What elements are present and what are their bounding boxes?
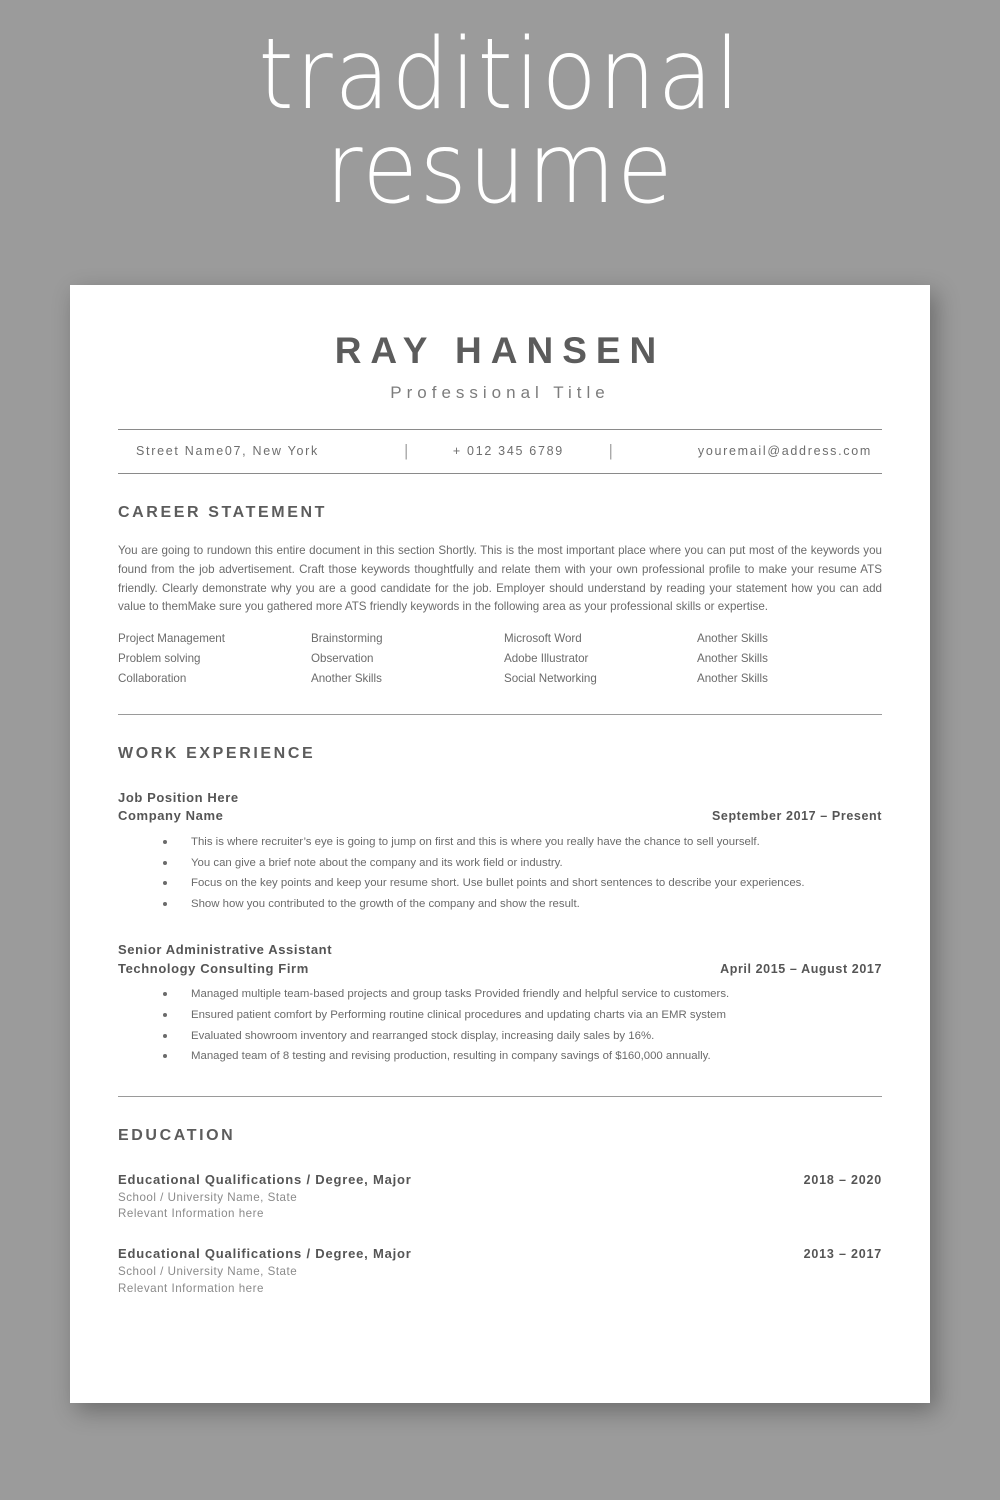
skill-item: Project Management (118, 632, 225, 646)
career-statement-text: You are going to rundown this entire document in this section Shortly. This is the most important place where you can put most of the keywords you found from the job advertisement. Craft those keywords thoughtfully and relate them with your own professional profile to make your resume ATS friendly. Clearly demonstrate why you are a good candidate for the job. Employer should understand by reading your statement how you can add value to themMake sure you gathered more ATS friendly keywords in the following area as your professional skills or expertise. (118, 544, 882, 614)
experience-org-line (118, 960, 882, 979)
education-degree: Educational Qualifications / Degree, Major (118, 1171, 412, 1187)
contact-email: youremail@address.com (697, 444, 873, 459)
skill-item: Observation (311, 652, 374, 665)
education-degree-line (118, 1245, 882, 1264)
experience-company: Company Name (118, 808, 224, 824)
contact-phone: + 012 345 6789 (452, 444, 564, 459)
promo-banner (0, 18, 1000, 227)
education-school: School / University Name, State (118, 1265, 298, 1278)
section-education (118, 1097, 882, 1298)
list-item: This is where recruiter’s eye is going to jump on first and this is where you really have the chance to sell yourself. (163, 835, 882, 856)
list-item: You can give a brief note about the company and its work field or industry. (163, 856, 882, 877)
skill-item: Another Skills (697, 652, 768, 665)
experience-org-line (118, 807, 882, 826)
skill-item: Problem solving (118, 652, 201, 665)
list-item: Managed team of 8 testing and revising production, resulting in company savings of $160,000 annually. (163, 1049, 882, 1070)
education-date: 2013 – 2017 (803, 1247, 882, 1262)
skill-item: Another Skills (697, 671, 768, 685)
experience-entry (118, 789, 882, 918)
promo-title-line-1: traditional (258, 18, 742, 132)
experience-bullet-list (118, 987, 882, 1069)
contact-separator-icon: | (403, 441, 409, 461)
education-heading: EDUCATION (118, 1126, 236, 1144)
list-item: Ensured patient comfort by Performing routine clinical procedures and updating charts via an EMR system (163, 1008, 882, 1029)
experience-bullet-list (118, 835, 882, 917)
experience-company: Technology Consulting Firm (118, 960, 309, 976)
skill-item: Microsoft Word (504, 632, 582, 646)
contact-separator-icon: | (608, 441, 613, 461)
candidate-title: Professional Title (390, 382, 610, 402)
education-date: 2018 – 2020 (803, 1172, 882, 1187)
education-degree: Educational Qualifications / Degree, Major (118, 1246, 412, 1262)
education-entry (118, 1245, 882, 1297)
education-detail: Relevant Information here (118, 1207, 264, 1221)
experience-entry (118, 941, 882, 1070)
contact-bar (118, 429, 882, 474)
skill-item: Social Networking (504, 671, 597, 685)
experience-date: September 2017 – Present (711, 809, 882, 824)
skills-grid (118, 631, 882, 687)
promo-title-line-2: resume (325, 112, 675, 227)
skill-item: Another Skills (697, 632, 768, 646)
skill-item: Another Skills (311, 671, 382, 685)
list-item: Managed multiple team-based projects and group tasks Provided friendly and helpful service to customers. (163, 987, 882, 1008)
skill-item: Brainstorming (311, 632, 383, 646)
experience-role: Senior Administrative Assistant (118, 941, 333, 957)
contact-address: Street Name07, New York (136, 444, 319, 459)
list-item: Show how you contributed to the growth of the company and show the result. (163, 897, 882, 918)
skill-item: Adobe Illustrator (504, 652, 589, 665)
education-detail: Relevant Information here (118, 1281, 264, 1295)
education-entry (118, 1171, 882, 1223)
work-experience-heading: WORK EXPERIENCE (118, 744, 316, 762)
education-school: School / University Name, State (118, 1190, 298, 1204)
experience-date: April 2015 – August 2017 (720, 961, 882, 976)
education-degree-line (118, 1171, 882, 1190)
section-career-statement (118, 474, 882, 715)
resume-header (118, 285, 882, 403)
career-statement-heading: CAREER STATEMENT (118, 504, 328, 522)
list-item: Evaluated showroom inventory and rearranged stock display, increasing daily sales by 16%. (163, 1029, 882, 1050)
section-work-experience (118, 715, 882, 1097)
experience-role: Job Position Here (118, 789, 239, 805)
skill-item: Collaboration (118, 671, 187, 685)
list-item: Focus on the key points and keep your resume short. Use bullet points and short sentences to describe your experiences. (163, 876, 882, 897)
candidate-name: RAY HANSEN (334, 330, 666, 371)
resume-page (70, 285, 930, 1403)
